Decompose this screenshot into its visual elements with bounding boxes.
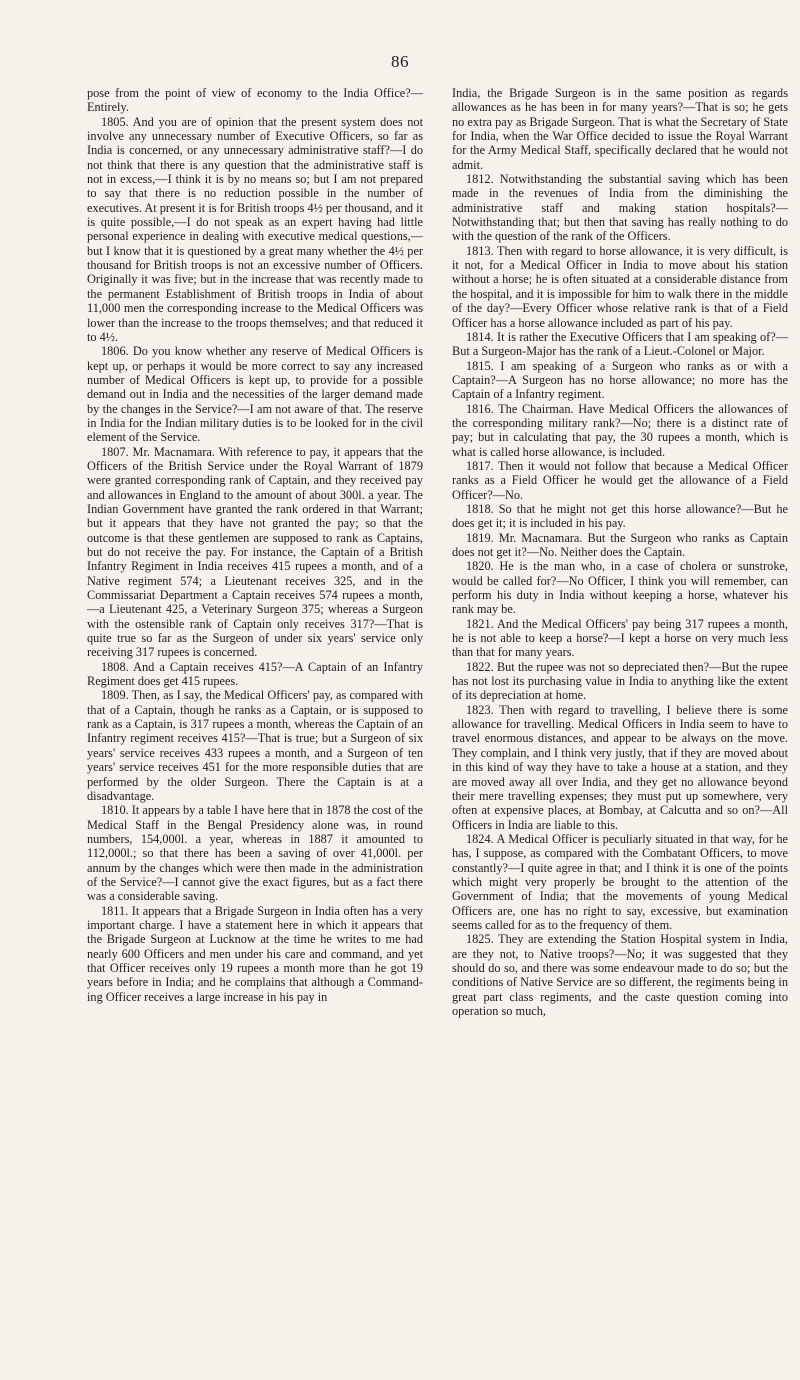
paragraph: 1816. The Chairman. Have Medical Officers the allowances of the corresponding military rank?—No; there is a distinct rate of pay; but in calculating that pay, the 30 rupees a month, which is what is called horse allowance, is included. (452, 401, 788, 459)
paragraph: 1815. I am speaking of a Surgeon who ranks as or with a Captain?—A Surgeon has no horse allowance; no more has the Captain of a Infantry regiment. (452, 358, 788, 402)
paragraph: 1807. Mr. Macnamara. With reference to pay, it appears that the Officers of the British Service under the Royal Warrant of 1879 were granted corresponding rank of Captain, and they received pay and allowances in England to the amount of about 300l. a year. The Indian Government have granted the rank ordered in that Warrant; but it appears that they have not granted the pay; so that the outcome is that these gentlemen are supposed to rank as Captains, but do not receive the pay. For instance, the Captain of a British Infantry Regiment in India receives 415 rupees a month, and of a Native regiment 574; a Lieutenant receives 325, and in the Commissariat Department a Captain receives 574 rupees a month,—a Lieutenant 425, a Veterinary Surgeon 375; whereas a Surgeon with the ostensible rank of Captain only receives 317?—That is quite true so far as the Surgeon of under six years' service only receiving 317 rupees is concerned. (87, 444, 423, 660)
paragraph: 1812. Notwithstanding the substantial saving which has been made in the revenues of India from the diminishing the administrative staff and making station hospitals?—Notwithstanding that; but then that saving has really nothing to do with the question of the rank of the Officers. (452, 172, 788, 244)
paragraph: 1809. Then, as I say, the Medical Officers' pay, as compared with that of a Captain, though he ranks as a Captain, or is supposed to rank as a Captain, is 317 rupees a month, whereas the Captain of an Infantry regiment receives 415?—That is true; but a Surgeon of six years' service receives 433 rupees a month, and a Surgeon of ten years' service receives 451 for the more responsible duties that are performed by the older Surgeon. There the Captain is at a disadvantage. (87, 688, 423, 803)
paragraph: 1810. It appears by a table I have here that in 1878 the cost of the Medical Staff in the Bengal Presidency alone was, in round numbers, 154,000l. a year, whereas in 1887 it amounted to 112,000l.; so that there has been a saving of over 41,000l. per annum by the changes which were then made in the administration of the Service?—I cannot give the exact figures, but as a fact there was a considerable saving. (87, 803, 423, 904)
paragraph: 1806. Do you know whether any reserve of Medical Officers is kept up, or perhaps it would be more correct to say any increased number of Medical Officers is kept up, to provide for a possible demand out in India and the necessities of the larger demand made by the changes in the Service?—I am not aware of that. The reserve in India for the Indian military duties is to be looked for in the civil element of the Service. (87, 344, 423, 445)
paragraph: pose from the point of view of economy to the India Office?—Entirely. (87, 86, 423, 115)
paragraph: 1824. A Medical Officer is peculiarly situated in that way, for he has, I suppose, as compared with the Combatant Officers, to move constantly?—I quite agree in that; and I think it is one of the points which might very properly be brought to the attention of the Government of India; that the movements of young Medical Officers are, one has no right to say, excessive, but examination seems called for as to the frequency of them. (452, 831, 788, 932)
paragraph: 1820. He is the man who, in a case of cholera or sunstroke, would be called for?—No Officer, I think you will remember, can perform his duty in India without keeping a horse, whatever his rank may be. (452, 559, 788, 617)
right-column (452, 86, 788, 1018)
paragraph: 1817. Then it would not follow that because a Medical Officer ranks as a Field Officer he would get the allowance of a Field Officer?—No. (452, 458, 788, 502)
paragraph: 1805. And you are of opinion that the present system does not involve any unnecessary number of Executive Officers, so far as India is concerned, or any unnecessary administrative staff?—I do not think that there is any question that the administrative staff is not in excess,—I think it is by no means so; but I am not prepared to say that there is no reduction possible in the number of executives. At present it is for British troops 4½ per thousand, and it is quite possible,—I do not speak as an expert having had little personal experience in dealing with executive medical questions,—but I know that it is questioned by a great many whether the 4½ per thousand for British troops is not an excessive number of Officers. Originally it was five; but in the increase that was recently made to the permanent Establishment of British troops in India of about 11,000 men the corresponding increase to the Medical Officers was lower than the increase to the troops themselves; and that reduced it to 4½. (87, 114, 423, 344)
paragraph: 1808. And a Captain receives 415?—A Captain of an Infantry Regiment does get 415 rupees. (87, 659, 423, 689)
left-column (87, 86, 423, 1004)
paragraph: 1814. It is rather the Executive Officers that I am speaking of?—But a Surgeon-Major has the rank of a Lieut.-Colonel or Major. (452, 329, 788, 359)
page-number: 86 (391, 52, 409, 71)
paragraph: 1811. It appears that a Brigade Surgeon in India often has a very important charge. I have a statement here in which it appears that the Brigade Surgeon at Lucknow at the time he writes to me had nearly 600 Officers and men under his care and command, and yet that Officer receives only 19 rupees a month more than he got 19 years before in India; and he complains that although a Command-ing Officer receives a large increase in his pay in (87, 903, 423, 1004)
paragraph: 1821. And the Medical Officers' pay being 317 rupees a month, he is not able to keep a horse?—I kept a horse on very much less than that for many years. (452, 616, 788, 660)
paragraph: India, the Brigade Surgeon is in the same position as regards allowances as he has been in for many years?—That is so; he gets no extra pay as Brigade Surgeon. That is what the Secretary of State for India, when the War Office decided to issue the Royal Warrant for the Army Medical Staff, specifically declared that he would not admit. (452, 86, 788, 172)
paragraph: 1818. So that he might not get this horse allowance?—But he does get it; it is included in his pay. (452, 501, 788, 531)
paragraph: 1822. But the rupee was not so depreciated then?—But the rupee has not lost its purchasing value in India to anything like the extent of its depreciation at home. (452, 659, 788, 703)
paragraph: 1823. Then with regard to travelling, I believe there is some allowance for travelling. Medical Officers in India seem to have to travel enormous distances, and appear to be always on the move. They complain, and I think very justly, that if they are moved about in this kind of way they have to take a house at a station, and they are moved away all over India, and they get no allowance beyond their mere travelling expenses; they must put up somewhere, very often at expensive places, at Bombay, at Calcutta and so on?—All Officers in India are liable to this. (452, 702, 788, 832)
paragraph: 1819. Mr. Macnamara. But the Surgeon who ranks as Captain does not get it?—No. Neither does the Captain. (452, 530, 788, 559)
paragraph: 1825. They are extending the Station Hospital system in India, are they not, to Native troops?—No; it was suggested that they should do so, and there was some endeavour made to do so; but the conditions of Native Service are so different, the regiments being in great part class regiments, and the caste question coming into operation so much, (452, 932, 788, 1018)
paragraph: 1813. Then with regard to horse allowance, it is very difficult, is it not, for a Medical Officer in India to move about his station without a horse; he is often situated at a considerable distance from the hospital, and it is impossible for him to walk there in the middle of the day?—Every Officer whose relative rank is that of a Field Officer has a horse allowance included as part of his pay. (452, 243, 788, 330)
